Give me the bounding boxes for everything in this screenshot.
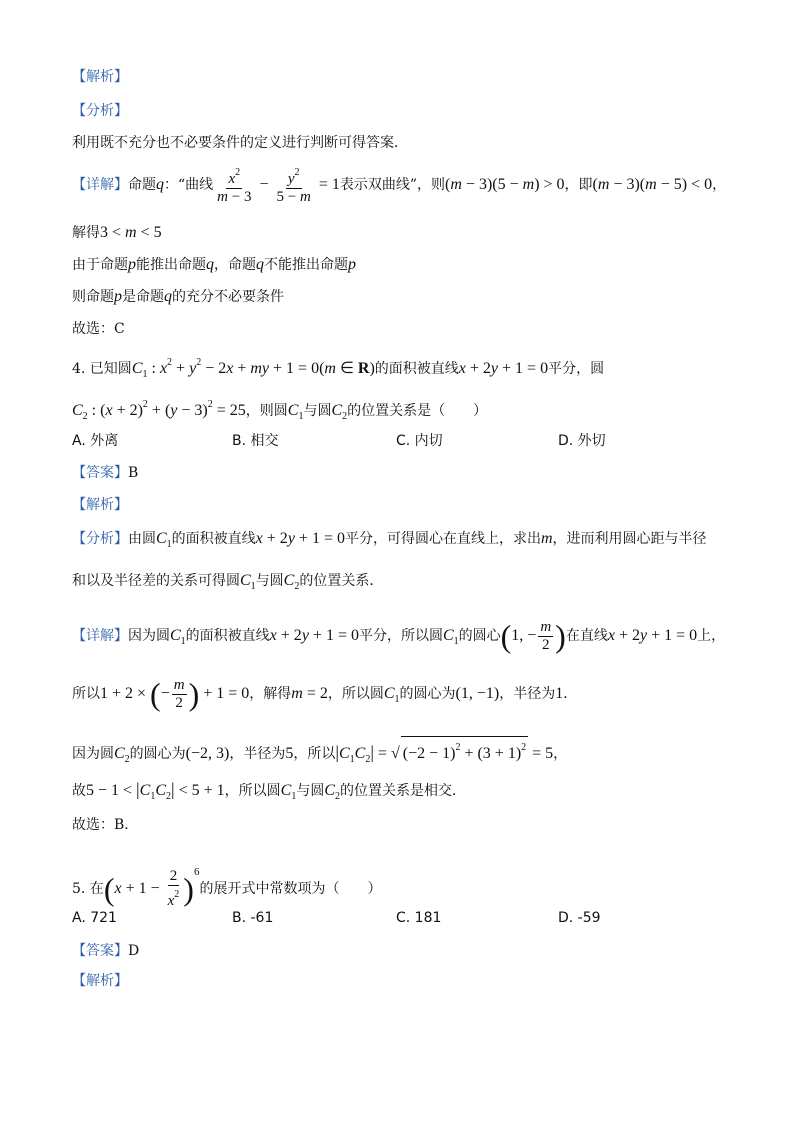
q5-option-d: D. -59 [558, 910, 601, 926]
q5-option-a: A. 721 [72, 910, 117, 926]
section-tag-fenxi: 【分析】 [72, 103, 128, 119]
q4-option-b: B. 相交 [232, 433, 279, 449]
q4-option-c: C. 内切 [396, 433, 443, 449]
section-tag-xiangjie: 【详解】 [72, 177, 128, 193]
section-tag-jiexi: 【解析】 [72, 69, 128, 85]
q3-implication-line: 由于命题p能推出命题q，命题q不能推出命题p [72, 256, 356, 273]
q5-option-c: C. 181 [396, 910, 442, 926]
q4-stem-line-2: $C_2$ : $(x + 2)^2 + (y - 3)^2 = 25$，则圆$C_1$与圆$C_2$的位置关系是（ ） [72, 399, 488, 422]
q5-answer-line: 【答案】D [72, 943, 140, 959]
fraction: $\frac{x^2}{m - 3}$ [215, 164, 253, 206]
fraction: $\frac{y^2}{5 - m}$ [275, 164, 313, 206]
q3-detail-line: 【详解】命题q：“曲线 $\frac{x^2}{m - 3}$ − $\frac{y^2}{5 - m}$ = 1表示双曲线”，则(m − 3)(5 − m) > 0，即(m − 3)(m − 5) < 0， [72, 164, 726, 206]
q3-solve-line: 解得3 < m < 5 [72, 224, 162, 241]
q4-answer-line: 【答案】B [72, 465, 139, 481]
q3-choice: 故选：C [72, 321, 125, 337]
q5-option-b: B. -61 [232, 910, 274, 926]
fraction: $\frac{2}{x^2}$ [167, 868, 180, 909]
q4-detail-line-3: 因为圆$C_2$的圆心为(−2, 3)，半径为5，所以$|C_1C_2|$ = √ $(-2 - 1)^2 + (3 + 1)^2 = 5$， [72, 736, 567, 771]
q4-option-a: A. 外离 [72, 433, 119, 449]
fraction: $\frac{m}{2}$ [540, 618, 552, 653]
q3-analysis-text: 利用既不充分也不必要条件的定义进行判断可得答案． [72, 135, 408, 151]
q4-analysis-line-1: 【分析】由圆$C_1$的面积被直线x + 2y + 1 = 0平分，可得圆心在直线上，求出m，进而利用圆心距与半径 [72, 530, 707, 550]
q3-conclusion-line: 则命题p是命题q的充分不必要条件 [72, 288, 284, 305]
q5-tag-jiexi: 【解析】 [72, 973, 128, 989]
fraction: $\frac{m}{2}$ [173, 676, 185, 711]
q4-detail-line-2: 所以1 + 2 × (− $\frac{m}{2}$ ) + 1 = 0，解得m = 2，所以圆$C_1$的圆心为(1, −1)，半径为1． [72, 676, 578, 712]
q4-detail-line-1: 【详解】因为圆$C_1$的面积被直线x + 2y + 1 = 0平分，所以圆$C_1$的圆心(1, − $\frac{m}{2}$ )在直线x + 2y + 1 = 0上， [72, 618, 726, 654]
q4-option-d: D. 外切 [558, 433, 606, 449]
q4-choice: 故选：B． [72, 817, 139, 833]
q4-tag-jiexi: 【解析】 [72, 497, 128, 513]
q5-stem: 5. 在(x + 1 − $\frac{2}{x^2}$ )$^6$的展开式中常数项为（ ） [72, 866, 382, 909]
q4-detail-line-4: 故$5 - 1 < |C_1C_2| < 5 + 1$，所以圆$C_1$与圆$C_2$的位置关系是相交． [72, 779, 466, 802]
q4-analysis-line-2: 和以及半径差的关系可得圆$C_1$与圆$C_2$的位置关系． [72, 572, 384, 592]
q4-stem-line-1: 4. 已知圆$C_1$ : $x^2 + y^2 - 2x$ + my + 1 = 0(m ∈ R)的面积被直线x + 2y + 1 = 0平分，圆 [72, 357, 605, 380]
